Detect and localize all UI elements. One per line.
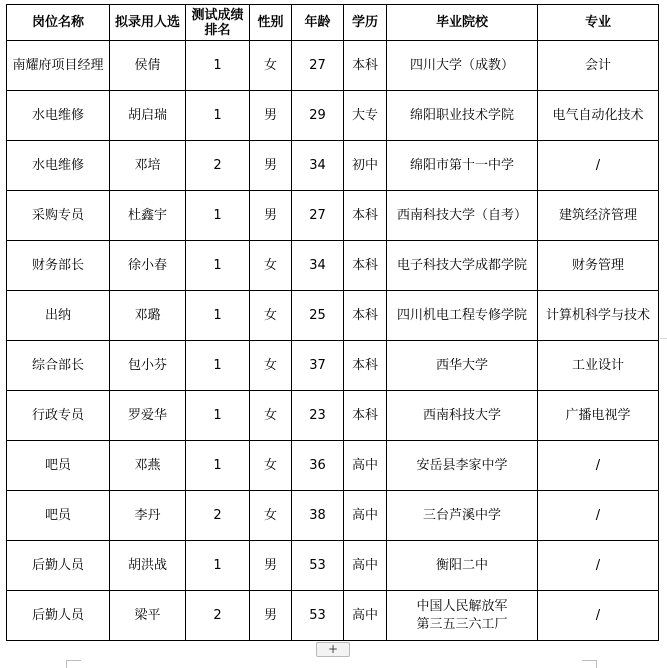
cell-gender: 女: [250, 391, 292, 441]
cell-school: 西南科技大学（自考）: [387, 191, 538, 241]
cell-candidate: 邓璐: [110, 291, 186, 341]
cell-gender: 男: [250, 141, 292, 191]
add-row-button[interactable]: +: [316, 642, 350, 657]
resize-tick: [660, 338, 667, 339]
cell-candidate: 包小芬: [110, 341, 186, 391]
table-row: [7, 391, 659, 441]
cell-candidate: 邓燕: [110, 441, 186, 491]
cell-gender: 男: [250, 591, 292, 641]
cell-age: 34: [292, 141, 344, 191]
cell-candidate: 罗爱华: [110, 391, 186, 441]
cell-position: 行政专员: [7, 391, 110, 441]
cell-gender: 女: [250, 241, 292, 291]
cell-position: 采购专员: [7, 191, 110, 241]
header-rank-line1: 测试成绩: [191, 7, 244, 23]
cell-school-line: 第三五三六工厂: [416, 616, 508, 632]
cell-major: /: [538, 591, 659, 641]
cell-rank: 1: [186, 541, 250, 591]
cell-position: 财务部长: [7, 241, 110, 291]
header-gender: 性别: [250, 5, 292, 41]
cell-age: 53: [292, 591, 344, 641]
cell-major: 广播电视学: [538, 391, 659, 441]
table-row: [7, 341, 659, 391]
table-row: [7, 291, 659, 341]
cell-education: 高中: [344, 491, 387, 541]
cell-position: 后勤人员: [7, 591, 110, 641]
cell-position: 后勤人员: [7, 541, 110, 591]
table-row: [7, 591, 659, 641]
cell-rank: 1: [186, 291, 250, 341]
table-footer-bar: [0, 640, 667, 667]
cell-candidate: 李丹: [110, 491, 186, 541]
cell-school: 西华大学: [387, 341, 538, 391]
cell-education: 高中: [344, 591, 387, 641]
cell-age: 34: [292, 241, 344, 291]
cell-gender: 女: [250, 41, 292, 91]
cell-candidate: 侯倩: [110, 41, 186, 91]
cell-rank: 1: [186, 341, 250, 391]
cell-rank: 1: [186, 41, 250, 91]
cell-school: 三台芦溪中学: [387, 491, 538, 541]
cell-major: /: [538, 141, 659, 191]
table-row: [7, 191, 659, 241]
cell-major: 建筑经济管理: [538, 191, 659, 241]
cell-candidate: 邓培: [110, 141, 186, 191]
cell-position: 综合部长: [7, 341, 110, 391]
cell-candidate: 胡洪战: [110, 541, 186, 591]
header-rank: [186, 5, 250, 41]
cell-age: 37: [292, 341, 344, 391]
cell-rank: 1: [186, 191, 250, 241]
hiring-results-table-container: [6, 4, 658, 640]
cell-education: 高中: [344, 541, 387, 591]
cell-age: 38: [292, 491, 344, 541]
table-row: [7, 541, 659, 591]
header-major: 专业: [538, 5, 659, 41]
cell-rank: 2: [186, 141, 250, 191]
cell-school: 四川机电工程专修学院: [387, 291, 538, 341]
cell-education: 大专: [344, 91, 387, 141]
cell-school: 四川大学（成教）: [387, 41, 538, 91]
cell-education: 本科: [344, 41, 387, 91]
cell-position: 南耀府项目经理: [7, 41, 110, 91]
cell-gender: 女: [250, 341, 292, 391]
cell-school: 安岳县李家中学: [387, 441, 538, 491]
cell-gender: 女: [250, 291, 292, 341]
cell-major: 电气自动化技术: [538, 91, 659, 141]
header-school: 毕业院校: [387, 5, 538, 41]
cell-age: 27: [292, 191, 344, 241]
cell-rank: 1: [186, 241, 250, 291]
cell-school: 绵阳职业技术学院: [387, 91, 538, 141]
cell-school: [387, 591, 538, 641]
header-age: 年龄: [292, 5, 344, 41]
cell-candidate: 胡启瑞: [110, 91, 186, 141]
cell-rank: 1: [186, 91, 250, 141]
hiring-results-table: [6, 4, 659, 641]
cell-rank: 2: [186, 491, 250, 541]
header-position: 岗位名称: [7, 5, 110, 41]
cell-age: 36: [292, 441, 344, 491]
cell-age: 29: [292, 91, 344, 141]
cell-major: /: [538, 441, 659, 491]
cell-school-line: 中国人民解放军: [416, 598, 508, 614]
cell-age: 25: [292, 291, 344, 341]
cell-education: 本科: [344, 341, 387, 391]
cell-major: /: [538, 491, 659, 541]
cell-major: 财务管理: [538, 241, 659, 291]
cell-major: 计算机科学与技术: [538, 291, 659, 341]
cell-rank: 1: [186, 391, 250, 441]
cell-position: 吧员: [7, 441, 110, 491]
cell-school: 西南科技大学: [387, 391, 538, 441]
table-row: [7, 241, 659, 291]
table-header-row: [7, 5, 659, 41]
cell-major: 工业设计: [538, 341, 659, 391]
cell-age: 27: [292, 41, 344, 91]
table-row: [7, 441, 659, 491]
cell-education: 本科: [344, 241, 387, 291]
header-candidate: 拟录用人选: [110, 5, 186, 41]
cell-position: 水电维修: [7, 141, 110, 191]
cell-candidate: 杜鑫宇: [110, 191, 186, 241]
table-resize-guide: [660, 0, 667, 640]
table-row: [7, 91, 659, 141]
cell-major: 会计: [538, 41, 659, 91]
table-body: [7, 41, 659, 641]
cell-gender: 男: [250, 191, 292, 241]
table-row: [7, 41, 659, 91]
cell-candidate: 徐小春: [110, 241, 186, 291]
cell-rank: 1: [186, 441, 250, 491]
cell-major: /: [538, 541, 659, 591]
cell-education: 高中: [344, 441, 387, 491]
table-row: [7, 141, 659, 191]
cell-age: 53: [292, 541, 344, 591]
cell-gender: 女: [250, 441, 292, 491]
cell-education: 本科: [344, 391, 387, 441]
cell-age: 23: [292, 391, 344, 441]
cell-rank: 2: [186, 591, 250, 641]
cell-education: 本科: [344, 191, 387, 241]
header-rank-line2: 排名: [204, 22, 231, 38]
cell-gender: 男: [250, 91, 292, 141]
cell-education: 本科: [344, 291, 387, 341]
cell-gender: 男: [250, 541, 292, 591]
cell-education: 初中: [344, 141, 387, 191]
header-education: 学历: [344, 5, 387, 41]
cell-position: 出纳: [7, 291, 110, 341]
cell-position: 水电维修: [7, 91, 110, 141]
cell-gender: 女: [250, 491, 292, 541]
cell-position: 吧员: [7, 491, 110, 541]
table-row: [7, 491, 659, 541]
cell-school: 衡阳二中: [387, 541, 538, 591]
cell-school: 绵阳市第十一中学: [387, 141, 538, 191]
cell-candidate: 梁平: [110, 591, 186, 641]
cell-school: 电子科技大学成都学院: [387, 241, 538, 291]
